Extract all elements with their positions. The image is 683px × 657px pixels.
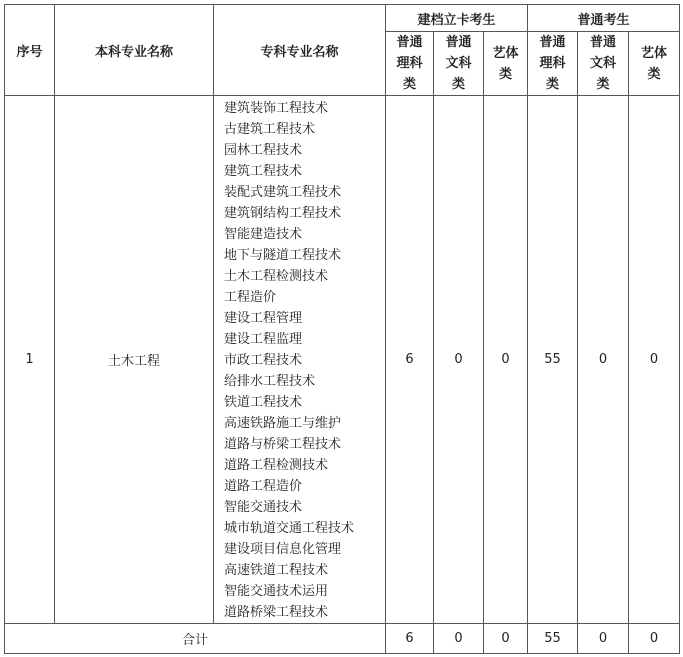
list-item: 城市轨道交通工程技术	[224, 521, 355, 536]
total-regular-science: 55	[528, 624, 578, 654]
list-item: 道路工程造价	[224, 479, 303, 494]
header-seq: 序号	[5, 5, 55, 96]
total-regular-liberal: 0	[578, 624, 629, 654]
list-item: 建筑装饰工程技术	[224, 101, 329, 116]
list-item: 地下与隧道工程技术	[224, 248, 342, 263]
total-poverty-liberal: 0	[434, 624, 484, 654]
row-regular-liberal: 0	[578, 96, 629, 624]
header-regular-science: 普通 理科 类	[528, 32, 578, 96]
total-poverty-science: 6	[386, 624, 434, 654]
list-item: 土木工程检测技术	[224, 269, 329, 284]
header-regular-art: 艺体 类	[629, 32, 680, 96]
list-item: 建筑钢结构工程技术	[224, 206, 342, 221]
row-regular-art: 0	[629, 96, 680, 624]
header-poverty-liberal: 普通 文科 类	[434, 32, 484, 96]
list-item: 智能交通技术	[224, 500, 303, 515]
list-item: 高速铁道工程技术	[224, 563, 329, 578]
header-group-regular: 普通考生	[528, 5, 680, 32]
list-item: 道路与桥梁工程技术	[224, 437, 342, 452]
table-row	[5, 96, 680, 624]
row-poverty-science: 6	[386, 96, 434, 624]
quota-table	[4, 4, 680, 654]
row-poverty-art: 0	[484, 96, 528, 624]
header-poverty-art: 艺体 类	[484, 32, 528, 96]
row-poverty-liberal: 0	[434, 96, 484, 624]
college-majors-list	[214, 96, 386, 624]
row-regular-science: 55	[528, 96, 578, 624]
list-item: 市政工程技术	[224, 353, 303, 368]
list-item: 建设工程管理	[224, 311, 303, 326]
list-item: 智能建造技术	[224, 227, 303, 242]
list-item: 古建筑工程技术	[224, 122, 316, 137]
list-item: 建筑工程技术	[224, 164, 303, 179]
header-row-1	[5, 5, 680, 32]
list-item: 智能交通技术运用	[224, 584, 329, 599]
total-poverty-art: 0	[484, 624, 528, 654]
list-item: 高速铁路施工与维护	[224, 416, 342, 431]
header-undergrad-major: 本科专业名称	[55, 5, 214, 96]
header-college-majors: 专科专业名称	[214, 5, 386, 96]
total-row	[5, 624, 680, 654]
list-item: 建设工程监理	[224, 332, 303, 347]
list-item: 道路工程检测技术	[224, 458, 329, 473]
list-item: 园林工程技术	[224, 143, 303, 158]
list-item: 工程造价	[224, 290, 277, 305]
total-label: 合计	[5, 624, 386, 654]
list-item: 道路桥梁工程技术	[224, 605, 329, 620]
list-item: 给排水工程技术	[224, 374, 316, 389]
row-seq: 1	[5, 96, 55, 624]
row-undergrad-major: 土木工程	[55, 96, 214, 624]
header-poverty-science: 普通 理科 类	[386, 32, 434, 96]
header-regular-liberal: 普通 文科 类	[578, 32, 629, 96]
list-item: 建设项目信息化管理	[224, 542, 342, 557]
list-item: 装配式建筑工程技术	[224, 185, 342, 200]
list-item: 铁道工程技术	[224, 395, 303, 410]
header-group-poverty: 建档立卡考生	[386, 5, 528, 32]
total-regular-art: 0	[629, 624, 680, 654]
